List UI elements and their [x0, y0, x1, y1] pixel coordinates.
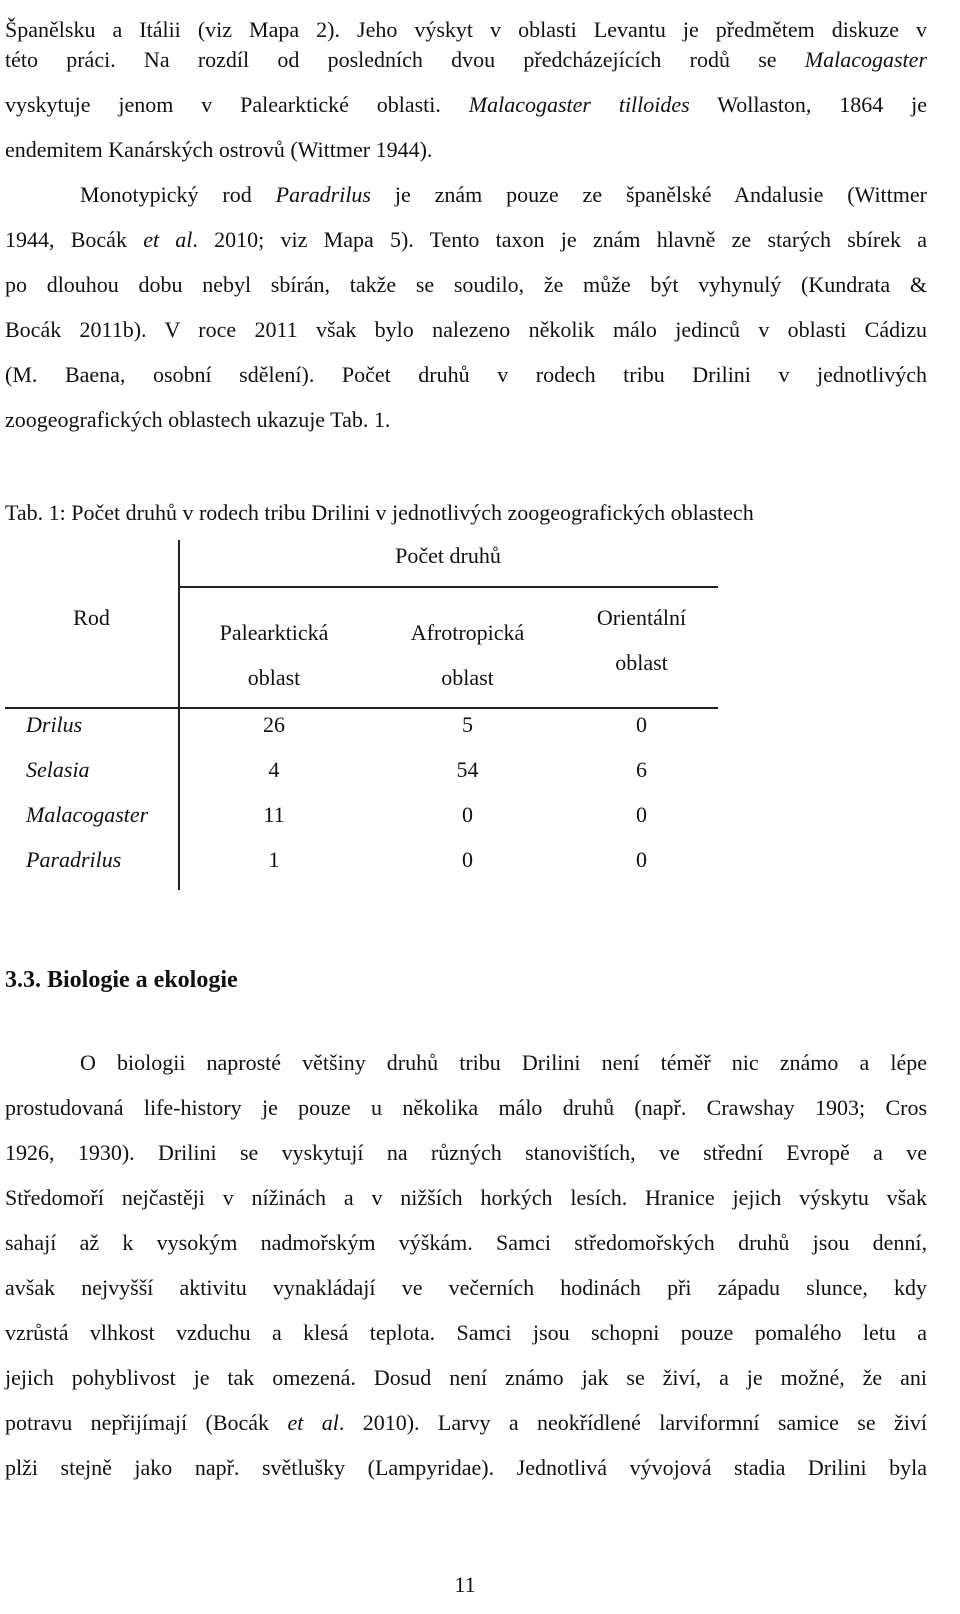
text-line: po dlouhou dobu nebyl sbírán, takže se soudilo, že může být vyhynulý (Kundrata & — [5, 272, 927, 297]
table-cell: 0 — [462, 802, 473, 827]
table-row-name: Paradrilus — [26, 847, 122, 872]
table-group-header: Počet druhů — [395, 543, 501, 568]
table-cell: 11 — [263, 802, 285, 827]
text-line: Monotypický rod Paradrilus je znám pouze ze španělské Andalusie (Wittmer — [80, 182, 927, 207]
table-cell: 0 — [462, 847, 473, 872]
table-header-rule — [178, 586, 718, 588]
text-line: avšak nejvyšší aktivitu vynakládají ve večerních hodinách při západu slunce, kdy — [5, 1275, 927, 1300]
table-cell: 6 — [636, 757, 647, 782]
table-row-name: Malacogaster — [26, 802, 149, 827]
table-caption: Tab. 1: Počet druhů v rodech tribu Drilini v jednotlivých zoogeografických oblastech — [5, 500, 754, 525]
text-line: endemitem Kanárských ostrovů (Wittmer 1944). — [5, 137, 433, 162]
text-line: 1926, 1930). Drilini se vyskytují na různých stanovištích, ve střední Evropě a ve — [5, 1140, 927, 1165]
text-line: plži stejně jako např. světlušky (Lampyridae). Jednotlivá vývojová stadia Drilini byla — [5, 1455, 927, 1480]
table-cell: 0 — [636, 847, 647, 872]
text-line: Bocák 2011b). V roce 2011 však bylo nalezeno několik málo jedinců v oblasti Cádizu — [5, 317, 927, 342]
table-cell: 5 — [462, 712, 473, 737]
text-line: vyskytuje jenom v Palearktické oblasti. Malacogaster tilloides Wollaston, 1864 je — [5, 92, 927, 117]
table-cell: 0 — [636, 802, 647, 827]
table-cell: 0 — [636, 712, 647, 737]
column-header-palearctic-sub: oblast — [247, 665, 301, 690]
page-number: 11 — [454, 1572, 476, 1597]
text-line: potravu nepřijímají (Bocák et al. 2010). Larvy a neokřídlené larviformní samice se živí — [5, 1410, 927, 1435]
text-line: 1944, Bocák et al. 2010; viz Mapa 5). Tento taxon je znám hlavně ze starých sbírek a — [5, 227, 927, 252]
table-row-name: Selasia — [26, 757, 90, 782]
text-line: jejich pohyblivost je tak omezená. Dosud není známo jak se živí, a je možné, že ani — [5, 1365, 927, 1390]
text-line: prostudovaná life-history je pouze u několika málo druhů (např. Crawshay 1903; Cros — [5, 1095, 927, 1120]
column-header-palearctic: Palearktická — [219, 620, 329, 645]
table-row-name: Drilus — [26, 712, 83, 737]
column-header-oriental-sub: oblast — [615, 650, 668, 675]
table-body-rule — [5, 707, 718, 709]
table-cell: 1 — [268, 847, 280, 872]
section-heading: 3.3. Biologie a ekologie — [5, 967, 238, 993]
text-line: (M. Baena, osobní sdělení). Počet druhů v rodech tribu Drilini v jednotlivých — [5, 362, 927, 387]
text-line: této práci. Na rozdíl od posledních dvou předcházejících rodů se Malacogaster — [5, 47, 927, 72]
table-cell: 54 — [456, 757, 479, 782]
column-header-oriental: Orientální — [596, 605, 687, 630]
text-line: zoogeografických oblastech ukazuje Tab. 1. — [5, 407, 391, 432]
text-line: O biologii naprosté většiny druhů tribu Drilini není téměř nic známo a lépe — [80, 1050, 927, 1075]
text-line: Španělsku a Itálii (viz Mapa 2). Jeho výskyt v oblasti Levantu je předmětem diskuze v — [5, 17, 927, 42]
text-line: sahají až k vysokým nadmořským výškám. Samci středomořských druhů jsou denní, — [5, 1230, 927, 1255]
table-cell: 26 — [263, 712, 285, 737]
table-cell: 4 — [268, 757, 280, 782]
text-line: vzrůstá vlhkost vzduchu a klesá teplota. Samci jsou schopni pouze pomalého letu a — [5, 1320, 927, 1345]
column-header-afrotropical: Afrotropická — [410, 620, 525, 645]
table-row-header: Rod — [73, 605, 110, 630]
column-header-afrotropical-sub: oblast — [441, 665, 494, 690]
text-line: Středomoří nejčastěji v nížinách a v nižších horkých lesích. Hranice jejich výskytu však — [5, 1185, 927, 1210]
